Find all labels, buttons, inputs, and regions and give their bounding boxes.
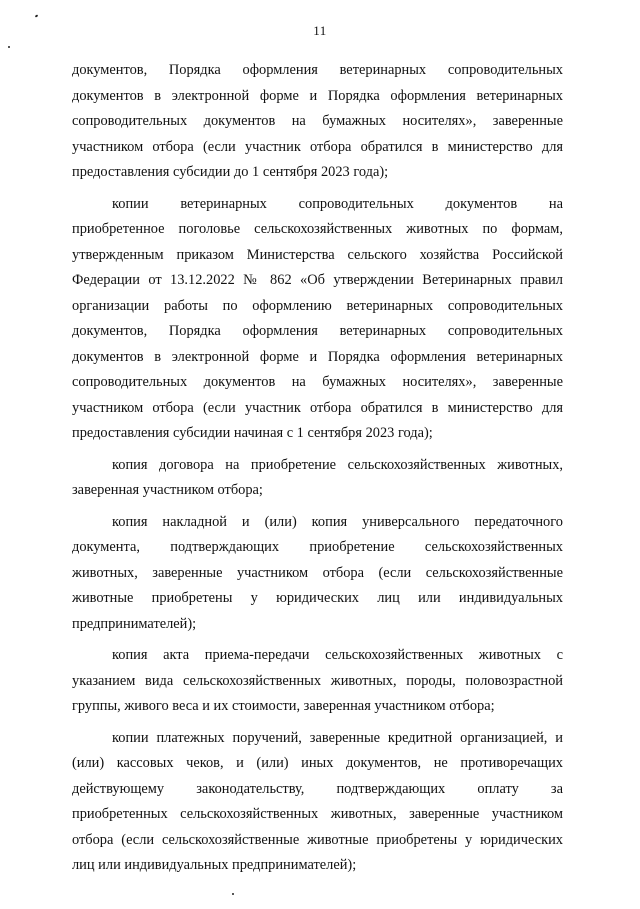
- text-line: животные приобретены у юридических лиц или индивидуальных: [72, 590, 563, 606]
- text-line: документа, подтверждающих приобретение сельскохозяйственных: [72, 539, 563, 555]
- text-line: приобретенное поголовье сельскохозяйственных животных по формам,: [72, 221, 563, 237]
- text-line: предоставления субсидии начиная с 1 сентября 2023 года);: [72, 425, 433, 441]
- paragraph-purchase-contract: [72, 453, 563, 504]
- text-line: животных, заверенные участником отбора (если сельскохозяйственные: [72, 564, 563, 581]
- text-line: документов, Порядка оформления ветеринарных сопроводительных: [72, 323, 563, 339]
- paragraph-payment-orders: [72, 726, 563, 879]
- text-line: группы, живого веса и их стоимости, заверенная участником отбора;: [72, 698, 495, 714]
- scan-speck: [8, 46, 10, 48]
- text-line: копии платежных поручений, заверенные кредитной организацией, и: [112, 729, 563, 746]
- text-line: копия накладной и (или) копия универсального передаточного: [112, 513, 563, 530]
- text-line: Федерации от 13.12.2022 № 862 «Об утверждении Ветеринарных правил: [72, 272, 563, 288]
- paragraph-transfer-act: [72, 643, 563, 720]
- scan-speck: [232, 893, 234, 895]
- text-line: предоставления субсидии до 1 сентября 2023 года);: [72, 164, 389, 180]
- paragraph-vet-documents: [72, 192, 563, 447]
- text-line: документов в электронной форме и Порядка оформления ветеринарных: [72, 348, 563, 365]
- text-line: приобретенных сельскохозяйственных животных, заверенные участником: [72, 806, 563, 822]
- text-line: участником отбора (если участник отбора обратился в министерство для: [72, 399, 563, 416]
- scan-speck: [35, 14, 39, 17]
- text-line: указанием вида сельскохозяйственных животных, породы, половозрастной: [72, 672, 563, 689]
- text-line: организации работы по оформлению ветеринарных сопроводительных: [72, 297, 563, 314]
- text-line: отбора (если сельскохозяйственные животные приобретены у юридических: [72, 831, 563, 848]
- paragraph-continuation: [72, 58, 563, 186]
- text-line: лиц или индивидуальных предпринимателей);: [72, 857, 357, 873]
- text-line: предпринимателей);: [72, 615, 197, 632]
- text-line: утвержденным приказом Министерства сельского хозяйства Российской: [72, 246, 563, 263]
- text-line: заверенная участником отбора;: [72, 482, 263, 498]
- text-line: сопроводительных документов на бумажных носителях», заверенные: [72, 113, 563, 129]
- text-line: копии ветеринарных сопроводительных документов на: [112, 195, 563, 212]
- text-line: участником отбора (если участник отбора обратился в министерство для: [72, 138, 563, 155]
- text-line: (или) кассовых чеков, и (или) иных документов, не противоречащих: [72, 755, 563, 771]
- page-number: 11: [313, 23, 327, 38]
- text-line: сопроводительных документов на бумажных носителях», заверенные: [72, 374, 563, 390]
- text-line: действующему законодательству, подтверждающих оплату за: [72, 780, 563, 797]
- text-line: документов в электронной форме и Порядка оформления ветеринарных: [72, 87, 563, 104]
- paragraph-invoice: [72, 510, 563, 638]
- text-line: копия акта приема-передачи сельскохозяйственных животных с: [112, 647, 563, 663]
- document-body: [72, 58, 563, 885]
- text-line: копия договора на приобретение сельскохозяйственных животных,: [112, 456, 563, 473]
- text-line: документов, Порядка оформления ветеринарных сопроводительных: [72, 62, 563, 78]
